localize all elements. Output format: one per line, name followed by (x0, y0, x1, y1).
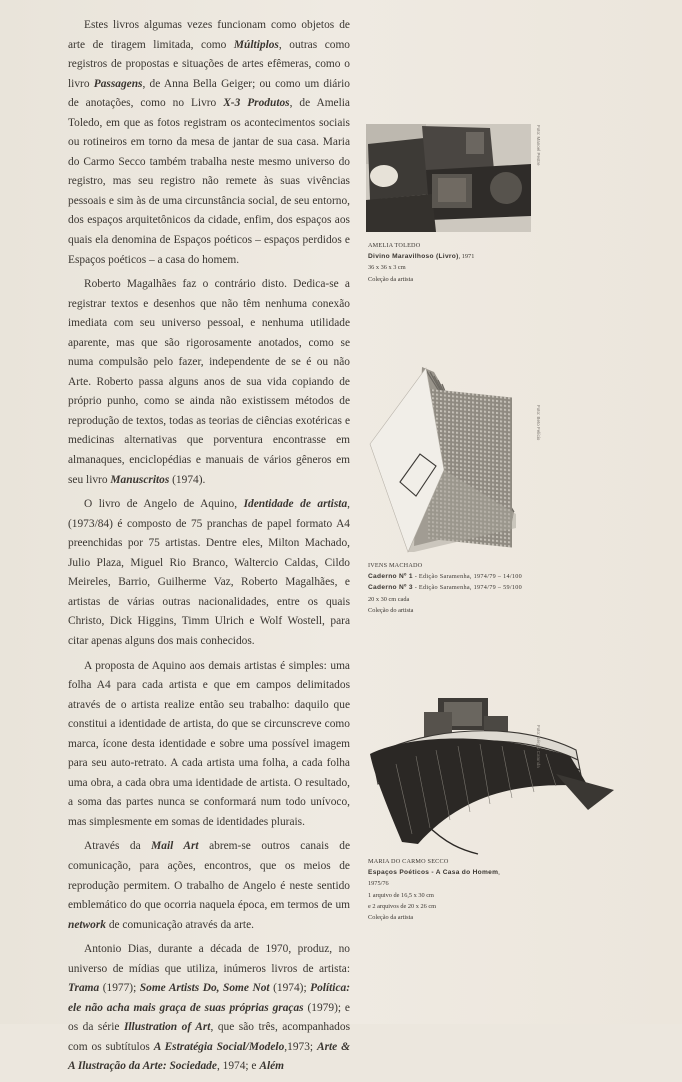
paragraph (68, 837, 350, 935)
italic-title: Mail Art (151, 840, 199, 853)
caption-collection: Coleção da artista (368, 275, 414, 283)
italic-title: Identidade de artista (243, 498, 348, 511)
text-run: , (1973/84) é composto de 75 pranchas de papel formato A4 preenchidas por 75 artistas. Dentre eles, Milton Machado, Julio Plaza, Miguel Rio Branco, Waltercio Caldas, Cildo Meireles, Barrio, Guilherme Vaz, Roberto Magalhães, e artistas de várias outras nacionalidades, entre os quais Christo, Dick Higgins, Timm Ulrich e Wolf Wostell, para citar apenas alguns dos mais conhecidos. (68, 498, 351, 647)
caption-toledo (368, 240, 668, 285)
text-run: , outras como registros de propostas e situações de artes efêmeras, como o livro (68, 38, 350, 90)
photo-divino-maravilhoso (366, 124, 531, 232)
italic-title: A Estratégia Social/Modelo (153, 1040, 285, 1053)
text-run: Roberto Magalhães faz o contrário disto. Dedica-se a registrar textos e desenhos que não têm nenhuma conexão imediata com seu universo pessoal, e nenhuma utilidade aparente, mas que são rigorosamente anotados, como se numa compulsão pelo fazer, independente de se é ou não Arte. Roberto passa alguns anos de sua vida copiando de próprio punho, como se ainda não existissem métodos de reprodução de textos, todas as teorias de ciências exotéricas e medicinas alternativas que porventura encontrasse em almanaques, enciclopédias e manuais de vários gêneros em seu livro (68, 278, 350, 486)
text-run: (1979); e os da série (68, 1001, 350, 1034)
caption-secco (368, 856, 668, 923)
photo-credit-machado: Foto: Beto Felício (536, 405, 541, 441)
caption-artist: AMELIA TOLEDO (368, 242, 421, 249)
italic-title: Manuscritos (110, 473, 170, 486)
caption-machado (368, 560, 668, 616)
text-run: , que são três, acompanhados com os subtítulos (68, 1021, 350, 1053)
text-run: Estes livros algumas vezes funcionam como objetos de arte de tiragem limitada, como (68, 19, 350, 51)
caption-edition-3: - Edição Saramenha, 1974/79 – 59/100 (412, 584, 523, 592)
italic-title: Trama (68, 982, 100, 995)
caption-artist: IVENS MACHADO (368, 562, 423, 569)
caption-title-comma: , (498, 869, 500, 877)
italic-title: Passagens (93, 77, 143, 90)
file-archive-illustration (366, 694, 616, 856)
text-run: de comunicação através da arte. (105, 918, 254, 931)
caption-year: 1975/76 (368, 880, 389, 888)
text-run: (1977); (99, 982, 140, 995)
italic-title: Arte & A Ilustração da Arte: Sociedade (68, 1040, 350, 1073)
text-run: (1974); (269, 982, 311, 995)
photo-credit-secco: Foto: Sérgio Catunda (536, 725, 541, 768)
caption-dimensions: 20 x 30 cm cada (368, 595, 410, 603)
paragraph (68, 16, 350, 270)
italic-title: X-3 Produtos (223, 97, 290, 110)
text-run: O livro de Angelo de Aquino, (84, 498, 244, 511)
text-run: , 1974; e (216, 1060, 260, 1073)
photo-espacos-poeticos (366, 694, 616, 856)
text-run: , de Amelia Toledo, em que as fotos registram os acontecimentos sociais ou rotineiros em torno da mesa de jantar de sua casa. Maria do Carmo Secco também trabalha neste mesmo universo do registro, mas seu registro não remete às suas vivências pessoais e sim às de uma circunstância social, de seu entorno, dos espaços arquitetônicos da cidade, enfim, dos espaços aos quais ela denomina de Espaços poéticos – espaços perdidos e Espaços poéticos – a casa do homem. (68, 97, 350, 266)
caption-artist: MARIA DO CARMO SECCO (368, 858, 449, 865)
caption-year: , 1971 (458, 253, 475, 261)
text-run: abrem-se outros canais de comunicação, para ações, encontros, que os meios de reprodução permitem. O trabalho de Angelo é neste sentido emblemático do que ocorria naquela época, em termos de um (68, 840, 350, 912)
caption-dimensions: 36 x 36 x 3 cm (368, 264, 406, 272)
italic-title: Illustration of Art (123, 1021, 211, 1034)
text-run: , de Anna Bella Geiger; ou como um diário de anotações, como no Livro (68, 77, 350, 110)
caption-work-title-1: Caderno Nº 1 (368, 573, 413, 581)
text-run: ,1973; (284, 1040, 317, 1053)
photo-caderno (364, 362, 524, 556)
caption-work-title: Divino Maravilhoso (Livro) (368, 253, 459, 261)
caption-dimensions-1: 1 arquivo de 16,5 x 30 cm (368, 891, 434, 899)
body-text-column (68, 16, 350, 1082)
italic-title: network (68, 918, 106, 931)
book-object-illustration (366, 124, 531, 232)
text-run: Antonio Dias, durante a década de 1970, produz, no universo de mídias que utiliza, inúmeros livros de artista: (68, 943, 350, 975)
caption-dimensions-2: e 2 arquivos de 20 x 26 cm (368, 902, 437, 910)
paragraph (68, 495, 350, 651)
caption-work-title-3: Caderno Nº 3 (368, 584, 413, 592)
caption-collection: Coleção do artista (368, 606, 414, 614)
notebook-illustration (364, 362, 524, 556)
italic-title: Múltiplos (233, 38, 279, 51)
caption-collection: Coleção da artista (368, 914, 414, 922)
italic-title: Some Artists Do, Some Not (139, 982, 270, 995)
italic-title: Política: ele não acha mais graça de suas próprias graças (68, 982, 351, 1014)
caption-edition-1: - Edição Saramenha, 1974/79 – 14/100 (412, 573, 523, 581)
text-run: Através da (84, 840, 152, 853)
paragraph (68, 940, 350, 1077)
paragraph (68, 657, 350, 833)
caption-work-title: Espaços Poéticos - A Casa do Homem (368, 869, 499, 877)
text-run: (1974). (169, 473, 206, 486)
paragraph (68, 275, 350, 490)
text-run: A proposta de Aquino aos demais artistas é simples: uma folha A4 para cada artista e que em campos delimitados através de o artista realize então seu trabalho: daquilo que constitui a identidade de artista, do que se circunscreve como marca, ícone desta identidade e sobre uma possível imagem para seu auto-retrato. A cada artista uma folha, a cada folha uma obra, a cada obra uma identidade de artista. O resultado, a soma das partes nunca se conformará num todo unívoco, mas simplesmente em somas de identidades plurais. (68, 659, 350, 828)
photo-credit-toledo: Foto: Manoel Pestre (536, 125, 541, 166)
italic-title: Além (259, 1060, 285, 1073)
